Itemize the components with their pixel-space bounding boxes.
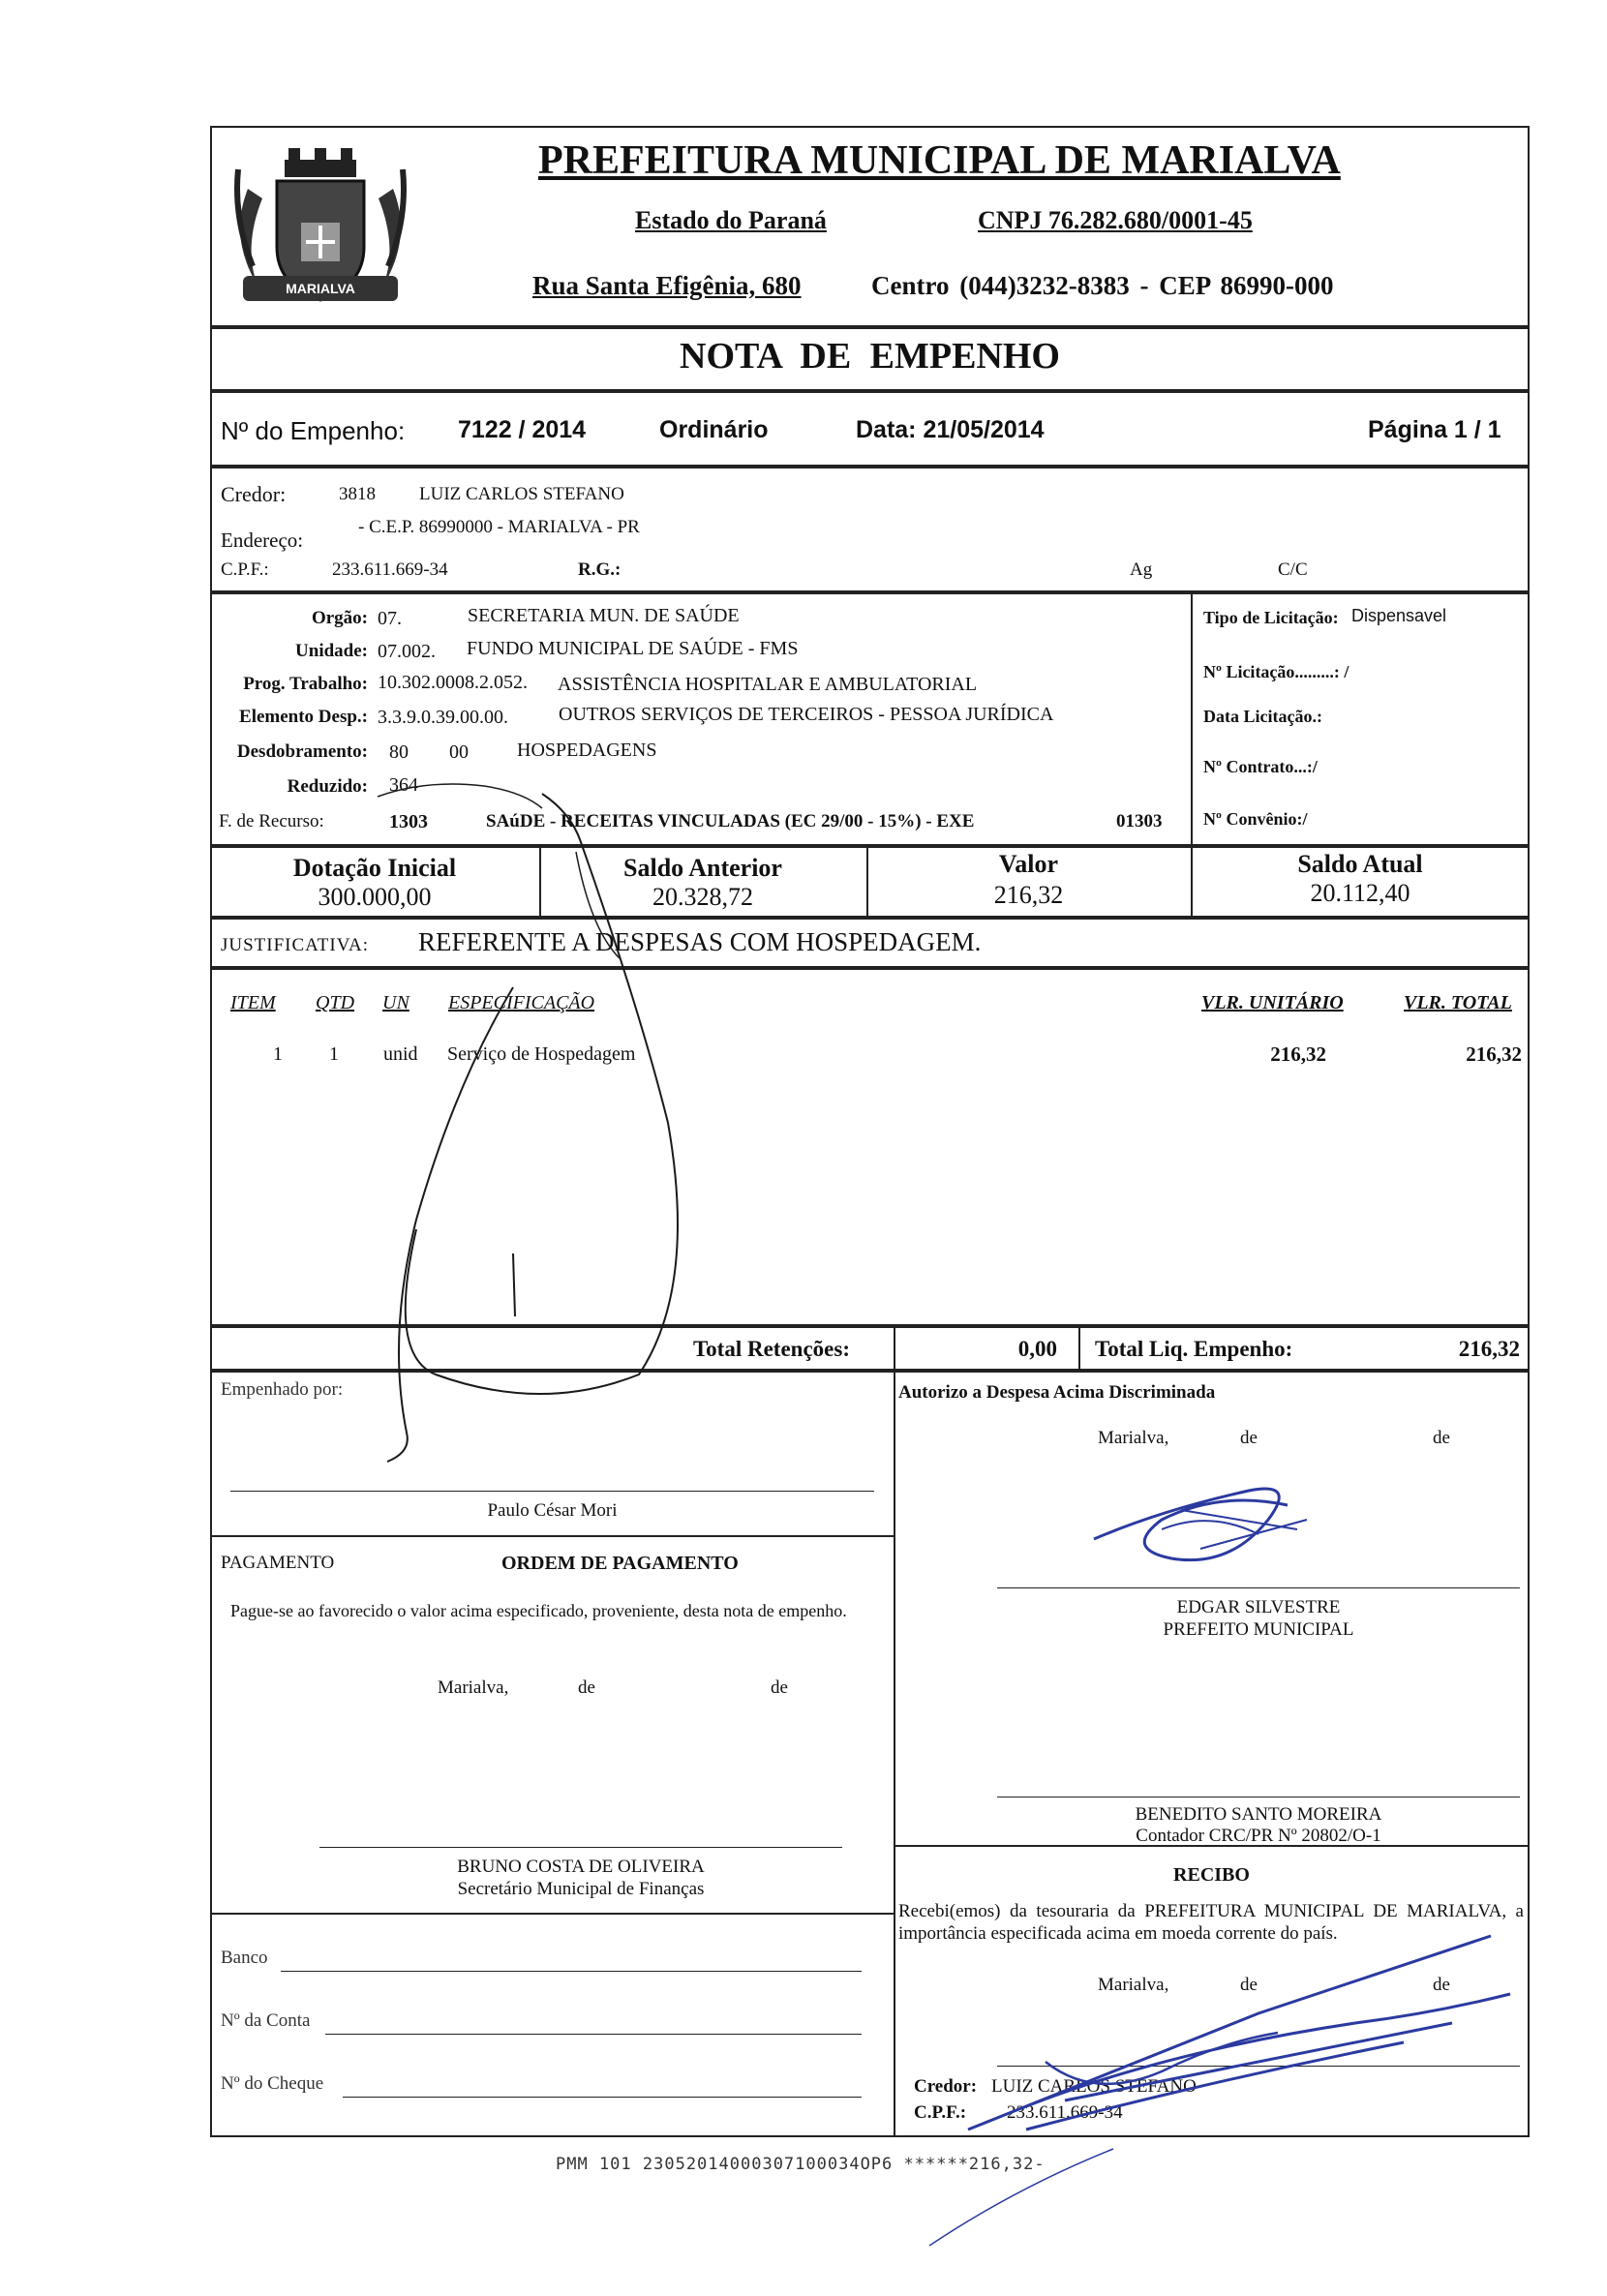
contador-name: BENEDITO SANTO MOREIRA xyxy=(1135,1804,1382,1825)
row-un: unid xyxy=(383,1043,418,1065)
ordem-pagamento-title: ORDEM DE PAGAMENTO xyxy=(501,1553,739,1574)
prog: ASSISTÊNCIA HOSPITALAR E AMBULATORIAL xyxy=(558,674,978,695)
elem-label: Elemento Desp.: xyxy=(239,707,368,727)
cpf-label: C.P.F.: xyxy=(221,559,269,580)
lower-divider xyxy=(894,1371,895,2137)
fonte-code: 1303 xyxy=(389,811,428,832)
desd: HOSPEDAGENS xyxy=(517,740,657,761)
valor-label: Valor xyxy=(998,850,1059,878)
credor-label: Credor: xyxy=(221,482,287,506)
footer-code: PMM 101 23052014000307100034OP6 ******216,32- xyxy=(556,2155,1046,2174)
ag-label: Ag xyxy=(1130,559,1153,580)
lower-box xyxy=(210,1371,1530,2137)
secretario-role: Secretário Municipal de Finanças xyxy=(457,1879,705,1899)
empenho-type: Ordinário xyxy=(659,416,769,443)
conta-line[interactable] xyxy=(325,2034,862,2035)
crest-ribbon-text: MARIALVA xyxy=(286,281,355,296)
retencoes-value: 0,00 xyxy=(1017,1337,1057,1361)
row-unit: 216,32 xyxy=(1270,1042,1326,1066)
doc-title: NOTA DE EMPENHO xyxy=(680,336,1060,377)
pagamento-text: Pague-se ao favorecido o valor acima especificado, proveniente, desta nota de empenho. xyxy=(230,1601,847,1620)
elem: OUTROS SERVIÇOS DE TERCEIROS - PESSOA JURÍDICA xyxy=(559,704,1054,725)
desd-a: 80 xyxy=(389,741,409,763)
col-item-header: ITEM xyxy=(230,992,276,1013)
contador-sign-line xyxy=(997,1797,1520,1798)
orgao-code: 07. xyxy=(378,608,402,629)
data-licitacao: Data Licitação.: xyxy=(1203,707,1322,726)
municipality-title: PREFEITURA MUNICIPAL DE MARIALVA xyxy=(538,138,1341,183)
cc-label: C/C xyxy=(1278,559,1308,580)
secretario-sign-line xyxy=(319,1847,842,1848)
pagamento-de2: de xyxy=(771,1677,788,1698)
pagamento-top-line xyxy=(210,1535,894,1537)
credor-name: LUIZ CARLOS STEFANO xyxy=(419,484,624,504)
secretario-name: BRUNO COSTA DE OLIVEIRA xyxy=(457,1857,705,1877)
saldo-atual-label: Saldo Atual xyxy=(1297,850,1423,878)
cheque-label: Nº do Cheque xyxy=(221,2073,324,2094)
col-spec-header: ESPECIFICAÇÃO xyxy=(448,992,595,1013)
reduz-label: Reduzido: xyxy=(287,776,368,797)
prefeito-sign-line xyxy=(997,1587,1520,1588)
autorizo-de2: de xyxy=(1433,1428,1450,1448)
col-unit-header: VLR. UNITÁRIO xyxy=(1201,992,1344,1013)
row-item: 1 xyxy=(273,1043,283,1065)
autorizo-place: Marialva, xyxy=(1098,1428,1169,1448)
col-qtd-header: QTD xyxy=(316,992,355,1013)
desd-b: 00 xyxy=(449,741,469,763)
autorizo-text: Autorizo a Despesa Acima Discriminada xyxy=(898,1382,1216,1403)
ret-div-1 xyxy=(894,1326,895,1371)
unidade-label: Unidade: xyxy=(295,641,368,661)
banco-label: Banco xyxy=(221,1948,268,1968)
elem-code: 3.3.9.0.39.00.00. xyxy=(378,707,508,728)
recibo-credor-label: Credor: xyxy=(914,2076,978,2097)
empenhado-sign-line xyxy=(230,1491,874,1492)
cnpj: CNPJ 76.282.680/0001-45 xyxy=(978,206,1253,234)
recibo-text: Recebi(emos) da tesouraria da PREFEITURA MUNICIPAL DE MARIALVA, a importância especificada acima em moeda corrente do país. xyxy=(898,1901,1524,1944)
rg-label: R.G.: xyxy=(578,559,622,580)
unidade: FUNDO MUNICIPAL DE SAÚDE - FMS xyxy=(467,638,799,659)
retencoes-box xyxy=(210,1326,1530,1371)
conta-label: Nº da Conta xyxy=(221,2010,311,2031)
tipo-licitacao-label: Tipo de Licitação: xyxy=(1203,608,1339,627)
dotacao-value: 300.000,00 xyxy=(318,883,432,911)
endereco-label: Endereço: xyxy=(221,529,304,552)
prefeito-name: EDGAR SILVESTRE xyxy=(1176,1597,1341,1617)
pagamento-place: Marialva, xyxy=(438,1677,509,1698)
fonte-num: 01303 xyxy=(1116,811,1163,831)
empenho-number: 7122 / 2014 xyxy=(458,416,587,443)
total-liq-value: 216,32 xyxy=(1458,1337,1520,1361)
reduz: 364 xyxy=(389,774,418,796)
prefeito-role: PREFEITO MUNICIPAL xyxy=(1163,1619,1354,1640)
recibo-place: Marialva, xyxy=(1098,1975,1169,1995)
orgao: SECRETARIA MUN. DE SAÚDE xyxy=(468,605,740,626)
pagamento-label: PAGAMENTO xyxy=(221,1553,335,1573)
num-contrato: Nº Contrato...:/ xyxy=(1203,757,1318,776)
recibo-title: RECIBO xyxy=(1173,1864,1250,1886)
saldo-anterior-value: 20.328,72 xyxy=(652,883,753,911)
recibo-sign-line xyxy=(997,2066,1520,2067)
recibo-de1: de xyxy=(1240,1975,1258,1995)
ret-div-2 xyxy=(1078,1326,1080,1371)
coat-of-arms-icon xyxy=(219,131,422,324)
retencoes-label: Total Retenções: xyxy=(692,1337,850,1361)
justificativa-text: REFERENTE A DESPESAS COM HOSPEDAGEM. xyxy=(418,927,982,956)
saldo-anterior-label: Saldo Anterior xyxy=(623,854,782,882)
prog-code: 10.302.0008.2.052. xyxy=(378,672,528,693)
recibo-cpf: 233.611.669-34 xyxy=(1007,2102,1123,2123)
empenho-date: Data: 21/05/2014 xyxy=(856,416,1045,443)
saldo-atual-value: 20.112,40 xyxy=(1310,879,1410,907)
col-un-header: UN xyxy=(382,992,409,1013)
endereco: - C.E.P. 86990000 - MARIALVA - PR xyxy=(358,517,640,537)
fonte: SAúDE - RECEITAS VINCULADAS (EC 29/00 - 15%) - EXE xyxy=(486,811,975,831)
empenho-number-label: Nº do Empenho: xyxy=(221,416,406,445)
prog-label: Prog. Trabalho: xyxy=(243,674,368,694)
valor-value: 216,32 xyxy=(993,881,1064,909)
address-contact: Centro (044)3232-8383 - CEP 86990-000 xyxy=(871,271,1334,300)
row-total: 216,32 xyxy=(1466,1042,1522,1066)
num-licitacao: Nº Licitação.........: / xyxy=(1203,662,1349,681)
recibo-credor: LUIZ CARLOS STEFANO xyxy=(991,2076,1197,2097)
justificativa-label: JUSTIFICATIVA: xyxy=(221,935,370,955)
recibo-de2: de xyxy=(1433,1975,1450,1995)
banco-line[interactable] xyxy=(281,1971,862,1972)
desd-label: Desdobramento: xyxy=(236,741,368,762)
num-convenio: Nº Convênio:/ xyxy=(1203,809,1308,829)
row-spec: Serviço de Hospedagem xyxy=(447,1043,636,1065)
items-box xyxy=(210,968,1530,1326)
contador-role: Contador CRC/PR Nº 20802/O-1 xyxy=(1136,1826,1381,1846)
col-total-header: VLR. TOTAL xyxy=(1404,992,1512,1013)
credor-code: 3818 xyxy=(339,484,376,504)
budget-divider xyxy=(1191,592,1193,846)
total-liq-label: Total Liq. Empenho: xyxy=(1095,1337,1293,1361)
row-qtd: 1 xyxy=(329,1043,339,1065)
cpf: 233.611.669-34 xyxy=(332,559,448,580)
cheque-line[interactable] xyxy=(343,2097,862,2098)
tipo-licitacao: Dispensavel xyxy=(1351,606,1447,625)
empenhado-name: Paulo César Mori xyxy=(487,1500,618,1521)
empenhado-label: Empenhado por: xyxy=(221,1379,344,1400)
banco-top-line xyxy=(210,1913,894,1915)
dotacao-label: Dotação Inicial xyxy=(292,854,457,882)
pagamento-de1: de xyxy=(578,1677,595,1698)
street-address: Rua Santa Efigênia, 680 xyxy=(532,271,802,300)
recibo-cpf-label: C.P.F.: xyxy=(914,2102,967,2123)
fonte-label: F. de Recurso: xyxy=(219,811,324,831)
page-number: Página 1 / 1 xyxy=(1368,416,1501,443)
state-name: Estado do Paraná xyxy=(635,206,827,234)
autorizo-de1: de xyxy=(1240,1428,1258,1448)
orgao-label: Orgão: xyxy=(311,608,368,628)
unidade-code: 07.002. xyxy=(378,641,436,662)
